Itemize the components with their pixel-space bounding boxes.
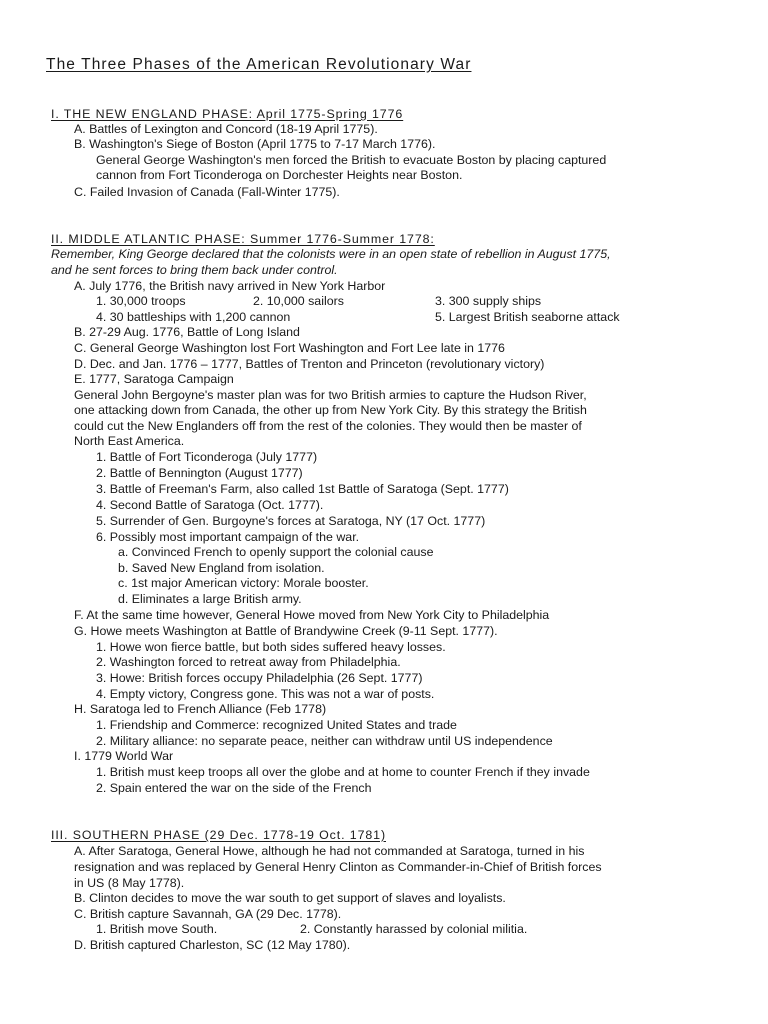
phase-2-item-g-sub: 4. Empty victory, Congress gone. This was not a war of posts. — [96, 687, 435, 701]
phase-2-item-e-note: General John Bergoyne's master plan was for two British armies to capture the Hudson River, — [74, 388, 587, 402]
phase-1-heading: I. THE NEW ENGLAND PHASE: April 1775-Spring 1776 — [51, 107, 404, 121]
phase-3-item-a: in US (8 May 1778). — [74, 876, 185, 890]
phase-2-item-e-sub: 2. Battle of Bennington (August 1777) — [96, 466, 303, 480]
phase-2-item-e-note: North East America. — [74, 434, 185, 448]
phase-2-item-e-sub-sub: c. 1st major American victory: Morale booster. — [118, 576, 369, 590]
phase-2-item-e-sub: 5. Surrender of Gen. Burgoyne's forces at Saratoga, NY (17 Oct. 1777) — [96, 514, 486, 528]
phase-2-item-g: G. Howe meets Washington at Battle of Brandywine Creek (9-11 Sept. 1777). — [74, 624, 498, 638]
phase-1-item-c: C. Failed Invasion of Canada (Fall-Winter 1775). — [74, 185, 340, 199]
phase-2-item-e-sub: 4. Second Battle of Saratoga (Oct. 1777). — [96, 498, 324, 512]
phase-2-item-h-sub: 2. Military alliance: no separate peace, neither can withdraw until US independence — [96, 734, 553, 748]
phase-3-item-b: B. Clinton decides to move the war south to get support of slaves and loyalists. — [74, 891, 506, 905]
phase-3-item-c-sub: 2. Constantly harassed by colonial militia. — [300, 922, 528, 936]
phase-2-item-e-sub-sub: a. Convinced French to openly support the colonial cause — [118, 545, 434, 559]
phase-2-item-g-sub: 2. Washington forced to retreat away from Philadelphia. — [96, 655, 401, 669]
phase-3-item-a: A. After Saratoga, General Howe, although he had not commanded at Saratoga, turned in his — [74, 844, 585, 858]
phase-2-item-a-sub: 4. 30 battleships with 1,200 cannon — [96, 310, 291, 324]
phase-3-item-c-sub: 1. British move South. — [96, 922, 218, 936]
phase-2-item-f: F. At the same time however, General Howe moved from New York City to Philadelphia — [74, 608, 550, 622]
phase-3-heading: III. SOUTHERN PHASE (29 Dec. 1778-19 Oct. 1781) — [51, 828, 386, 842]
phase-2-item-e-sub: 3. Battle of Freeman's Farm, also called 1st Battle of Saratoga (Sept. 1777) — [96, 482, 509, 496]
phase-1-item-b-note: General George Washington's men forced the British to evacuate Boston by placing captured — [96, 153, 607, 167]
phase-2-item-a-sub: 5. Largest British seaborne attack — [435, 310, 620, 324]
phase-2-item-e-sub: 1. Battle of Fort Ticonderoga (July 1777) — [96, 450, 318, 464]
phase-2-item-c: C. General George Washington lost Fort Washington and Fort Lee late in 1776 — [74, 341, 505, 355]
phase-2-item-h-sub: 1. Friendship and Commerce: recognized United States and trade — [96, 718, 457, 732]
phase-2-item-d: D. Dec. and Jan. 1776 – 1777, Battles of Trenton and Princeton (revolutionary victory) — [74, 357, 545, 371]
phase-2-item-g-sub: 3. Howe: British forces occupy Philadelphia (26 Sept. 1777) — [96, 671, 423, 685]
phase-2-intro: Remember, King George declared that the colonists were in an open state of rebellion in August 1775, — [51, 247, 611, 261]
phase-2-item-e-note: could cut the New Englanders off from the rest of the colonies. They would then be master of — [74, 419, 582, 433]
phase-2-heading: II. MIDDLE ATLANTIC PHASE: Summer 1776-Summer 1778: — [51, 232, 435, 246]
phase-1-item-b: B. Washington's Siege of Boston (April 1775 to 7-17 March 1776). — [74, 137, 436, 151]
phase-3-item-c: C. British capture Savannah, GA (29 Dec. 1778). — [74, 907, 342, 921]
phase-2-intro: and he sent forces to bring them back under control. — [51, 263, 338, 277]
phase-3-item-a: resignation and was replaced by General Henry Clinton as Commander-in-Chief of British forces — [74, 860, 602, 874]
phase-2-item-e: E. 1777, Saratoga Campaign — [74, 372, 234, 386]
phase-2-item-a: A. July 1776, the British navy arrived in New York Harbor — [74, 279, 386, 293]
phase-2-item-a-sub: 3. 300 supply ships — [435, 294, 542, 308]
phase-2-item-g-sub: 1. Howe won fierce battle, but both sides suffered heavy losses. — [96, 640, 446, 654]
phase-2-item-e-sub: 6. Possibly most important campaign of the war. — [96, 530, 360, 544]
phase-1-item-a: A. Battles of Lexington and Concord (18-19 April 1775). — [74, 122, 378, 136]
phase-2-item-e-sub-sub: d. Eliminates a large British army. — [118, 592, 302, 606]
phase-2-item-a-sub: 2. 10,000 sailors — [253, 294, 344, 308]
phase-3-item-d: D. British captured Charleston, SC (12 May 1780). — [74, 938, 351, 952]
phase-1-item-b-note: cannon from Fort Ticonderoga on Dorchester Heights near Boston. — [96, 168, 463, 182]
phase-2-item-i-sub: 1. British must keep troops all over the globe and at home to counter French if they invade — [96, 765, 590, 779]
phase-2-item-e-note: one attacking down from Canada, the other up from New York City. By this strategy the British — [74, 403, 587, 417]
phase-2-item-b: B. 27-29 Aug. 1776, Battle of Long Island — [74, 325, 300, 339]
document-title: The Three Phases of the American Revolutionary War — [46, 56, 472, 73]
phase-2-item-a-sub: 1. 30,000 troops — [96, 294, 186, 308]
phase-2-item-h: H. Saratoga led to French Alliance (Feb 1778) — [74, 702, 327, 716]
phase-2-item-i-sub: 2. Spain entered the war on the side of the French — [96, 781, 372, 795]
phase-2-item-e-sub-sub: b. Saved New England from isolation. — [118, 561, 325, 575]
phase-2-item-i: I. 1779 World War — [74, 749, 174, 763]
